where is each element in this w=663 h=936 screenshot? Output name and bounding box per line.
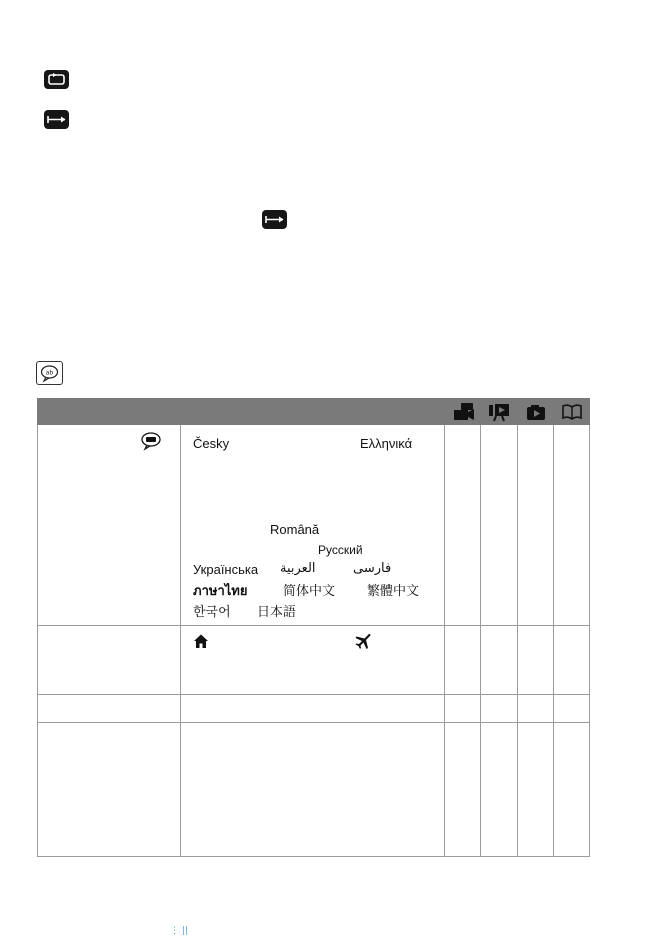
photo-playback-icon [524, 402, 548, 422]
language-chinese-simplified: 简体中文 [283, 584, 336, 599]
language-korean: 한국어 [193, 605, 231, 620]
range-bar-inline-icon [262, 210, 287, 229]
language-japanese: 日本語 [257, 605, 297, 620]
language-speech-icon [36, 361, 63, 385]
language-greek: Ελληνικά [360, 436, 413, 451]
table-row-divider [37, 694, 590, 695]
language-persian: فارسی [353, 561, 392, 576]
range-bar-icon [44, 110, 69, 129]
video-playback-icon [486, 401, 512, 423]
language-thai: ภาษาไทย [193, 584, 248, 599]
table-border-bottom [37, 856, 590, 857]
table-col-divider [517, 425, 518, 857]
repeat-icon [44, 70, 69, 89]
table-col-divider [480, 425, 481, 857]
language-chinese-traditional: 繁體中文 [367, 584, 420, 599]
table-col-divider [553, 425, 554, 857]
language-ukrainian: Українська [193, 562, 259, 577]
table-border-left [37, 425, 38, 857]
table-row-divider [37, 722, 590, 723]
page-footer-mark: ⋮ || [170, 926, 188, 936]
language-romanian: Română [270, 522, 320, 537]
language-russian: Русский [318, 543, 363, 557]
language-arabic: العربية [280, 561, 316, 576]
speech-bubble-icon [139, 431, 163, 451]
language-czech: Česky [193, 436, 230, 451]
table-col-divider [180, 425, 181, 857]
video-camera-icon [449, 401, 477, 423]
table-col-divider [444, 425, 445, 857]
airplane-icon [354, 632, 372, 650]
book-icon [560, 403, 584, 421]
table-border-right [589, 425, 590, 857]
table-row-divider [37, 625, 590, 626]
home-icon [193, 633, 209, 649]
svg-text:ab: ab [45, 369, 54, 377]
